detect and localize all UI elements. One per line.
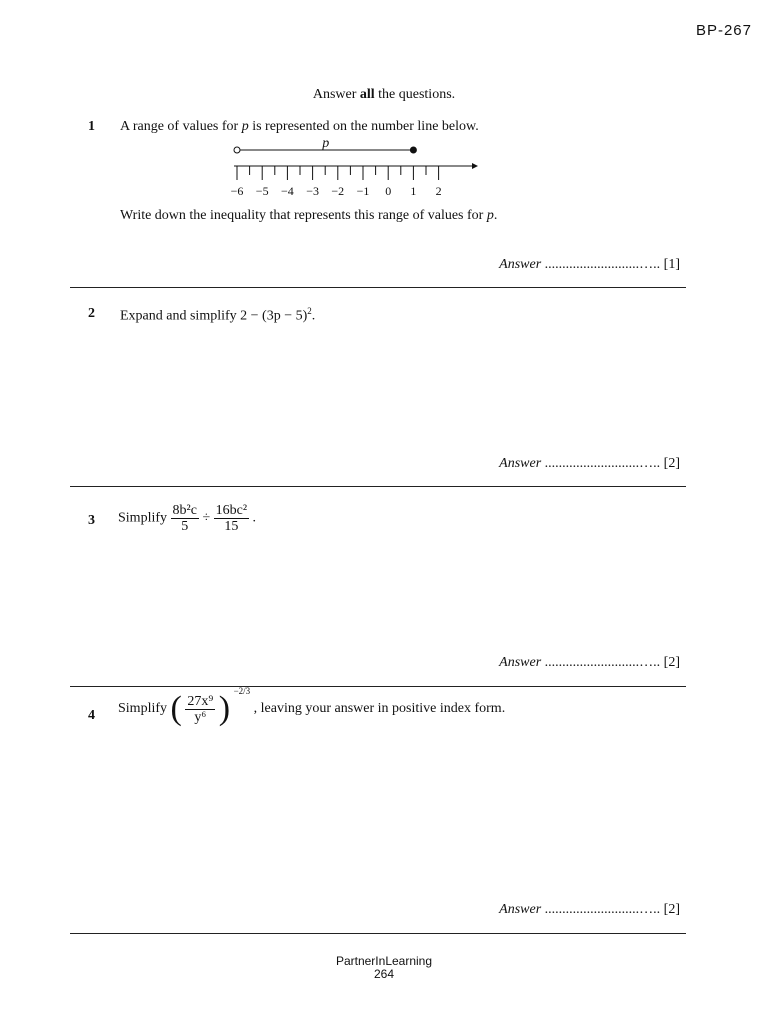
axis-tick-label: −3 bbox=[306, 184, 319, 198]
q3-fraction-2 bbox=[214, 503, 249, 534]
q4-right-paren: ) bbox=[218, 690, 231, 727]
q1-instruction-pre: Write down the inequality that represents this range of values for bbox=[120, 208, 487, 223]
q4-text: Simplify bbox=[118, 701, 171, 716]
axis-tick-label: −4 bbox=[281, 184, 294, 198]
closed-circle-endpoint bbox=[410, 147, 416, 153]
page-code: BP-267 bbox=[695, 22, 752, 39]
q3-fraction-1 bbox=[171, 503, 199, 534]
q1-marks: [1] bbox=[663, 257, 680, 272]
q2-text: Expand and simplify bbox=[120, 308, 241, 324]
question-1-number: 1 bbox=[88, 119, 95, 134]
axis-arrow bbox=[472, 163, 478, 169]
axis-tick-label: −2 bbox=[331, 184, 345, 198]
q4-numerator: 27x⁹ bbox=[187, 693, 214, 709]
q4-answer-line bbox=[499, 902, 680, 918]
instruction-pre: Answer bbox=[312, 87, 360, 102]
q4-fraction bbox=[185, 694, 215, 725]
q3-end: . bbox=[252, 510, 257, 526]
axis-tick-label: 2 bbox=[435, 184, 442, 198]
q4-marks: [2] bbox=[663, 902, 680, 917]
footer-page-number: 264 bbox=[373, 967, 395, 981]
q1-text-post: is represented on the number line below. bbox=[248, 119, 479, 134]
q4-text-post: , leaving your answer in positive index form. bbox=[253, 701, 506, 716]
divider bbox=[70, 287, 686, 288]
q3-divide-sign: ÷ bbox=[202, 510, 211, 526]
question-2-text bbox=[120, 306, 315, 325]
instruction-bold: all bbox=[359, 87, 375, 102]
open-circle-endpoint bbox=[234, 147, 240, 153]
q1-answer-line bbox=[499, 257, 680, 273]
q1-text-pre: A range of values for bbox=[120, 119, 242, 134]
divider bbox=[70, 486, 686, 487]
q2-expression: 2 − (3p − 5) bbox=[240, 308, 308, 324]
q2-answer-line bbox=[499, 456, 680, 472]
q2-marks: [2] bbox=[663, 456, 680, 471]
axis-tick-label: −6 bbox=[230, 184, 244, 198]
q3-fraction-2-denominator: 15 bbox=[224, 519, 239, 534]
q1-var: p bbox=[241, 119, 249, 134]
question-4-text bbox=[118, 686, 506, 740]
number-line-label: p bbox=[322, 136, 330, 151]
axis-tick-label: −1 bbox=[356, 184, 370, 198]
q2-end: . bbox=[311, 308, 316, 324]
q4-answer-dots[interactable]: ...........................….. bbox=[541, 902, 664, 917]
q3-fraction-2-numerator: 16bc² bbox=[215, 503, 248, 518]
q3-fraction-1-numerator: 8b²c bbox=[172, 503, 197, 518]
q1-answer-dots[interactable]: ...........................….. bbox=[541, 257, 664, 272]
question-4-number: 4 bbox=[88, 708, 95, 723]
q1-instruction-post: . bbox=[493, 208, 498, 223]
q4-denominator: y⁶ bbox=[194, 709, 207, 725]
q3-text: Simplify bbox=[118, 510, 171, 526]
q3-answer-line bbox=[499, 655, 680, 671]
axis-tick-labels bbox=[231, 184, 442, 198]
q2-answer-dots[interactable]: ...........................….. bbox=[541, 456, 664, 471]
divider bbox=[70, 686, 686, 687]
q4-left-paren: ( bbox=[170, 690, 182, 727]
footer-brand: PartnerInLearning bbox=[335, 954, 433, 968]
q4-power: −2/3 bbox=[233, 686, 251, 696]
divider bbox=[70, 933, 686, 934]
q3-answer-dots[interactable]: ...........................….. bbox=[541, 655, 664, 670]
q2-answer-label: Answer bbox=[499, 456, 542, 471]
q3-marks: [2] bbox=[663, 655, 680, 670]
number-line bbox=[214, 134, 484, 204]
question-2-number: 2 bbox=[88, 306, 95, 321]
question-1-instruction bbox=[120, 208, 497, 224]
axis-tick-label: 0 bbox=[385, 184, 392, 198]
axis-ticks bbox=[237, 166, 439, 180]
instruction bbox=[0, 87, 768, 103]
question-1-text bbox=[120, 119, 479, 135]
q3-fraction-1-denominator: 5 bbox=[181, 519, 189, 534]
q1-instruction-var: p bbox=[486, 208, 494, 223]
question-3-number: 3 bbox=[88, 513, 95, 528]
q3-answer-label: Answer bbox=[499, 655, 542, 670]
axis-tick-label: 1 bbox=[410, 184, 417, 198]
q4-answer-label: Answer bbox=[499, 902, 542, 917]
q2-exponent: 2 bbox=[307, 306, 312, 316]
instruction-post: the questions. bbox=[374, 87, 456, 102]
axis-tick-label: −5 bbox=[255, 184, 269, 198]
question-3-text bbox=[118, 503, 256, 534]
q1-answer-label: Answer bbox=[499, 257, 542, 272]
